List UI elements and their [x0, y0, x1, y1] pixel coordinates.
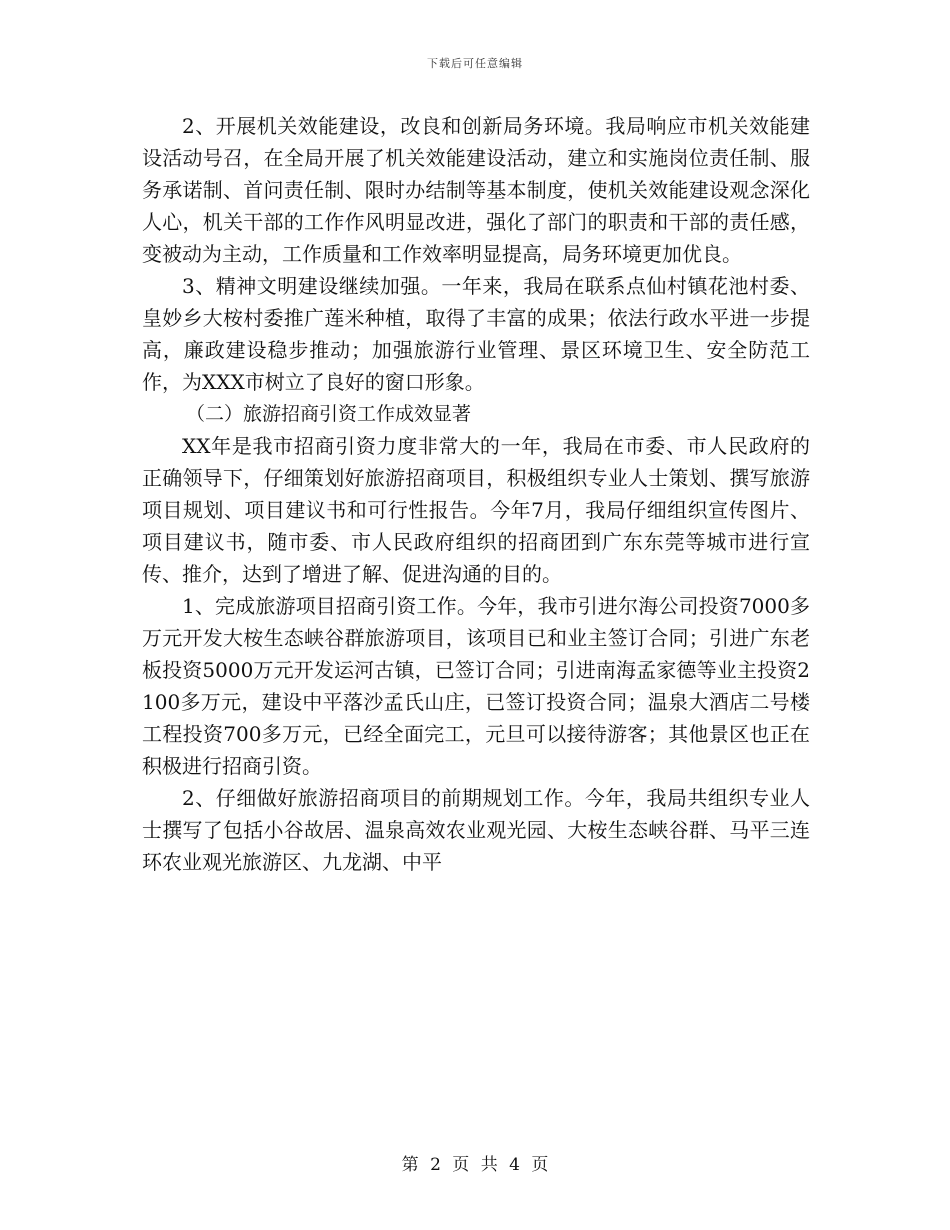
document-body: [142, 110, 810, 878]
page-header: 下载后可任意编辑: [427, 57, 523, 70]
page-number: 第 2 页 共 4 页: [401, 1155, 549, 1175]
paragraph-spiritual-civilization: 3、精神文明建设继续加强。一年来，我局在联系点仙村镇花池村委、皇妙乡大桉村委推广莲米种植，取得了丰富的成果；依法行政水平进一步提高，廉政建设稳步推动；加强旅游行业管理、景区环境卫生、安全防范工作，为XXX市树立了良好的窗口形象。: [142, 274, 810, 394]
paragraph-project-planning: 2、仔细做好旅游招商项目的前期规划工作。今年，我局共组织专业人士撰写了包括小谷故居、温泉高效农业观光园、大桉生态峡谷群、马平三连环农业观光旅游区、九龙湖、中平: [142, 786, 810, 874]
paragraph-investment-projects: 1、完成旅游项目招商引资工作。今年，我市引进尔海公司投资7000多万元开发大桉生态峡谷群旅游项目，该项目已和业主签订合同；引进广东老板投资5000万元开发运河古镇，已签订合同；引进南海孟家德等业主投资2100多万元，建设中平落沙孟氏山庄，已签订投资合同；温泉大酒店二号楼工程投资700多万元，已经全面完工，元旦可以接待游客；其他景区也正在积极进行招商引资。: [142, 594, 810, 778]
section-heading-investment: （二）旅游招商引资工作成效显著: [186, 403, 472, 425]
paragraph-efficiency-building: 2、开展机关效能建设，改良和创新局务环境。我局响应市机关效能建设活动号召，在全局开展了机关效能建设活动，建立和实施岗位责任制、服务承诺制、首问责任制、限时办结制等基本制度，使机关效能建设观念深化人心，机关干部的工作作风明显改进，强化了部门的职责和干部的责任感，变被动为主动，工作质量和工作效率明显提高，局务环境更加优良。: [142, 114, 810, 266]
paragraph-investment-overview: XX年是我市招商引资力度非常大的一年，我局在市委、市人民政府的正确领导下，仔细策划好旅游招商项目，积极组织专业人士策划、撰写旅游项目规划、项目建议书和可行性报告。今年7月，我局仔细组织宣传图片、项目建议书，随市委、市人民政府组织的招商团到广东东莞等城市进行宣传、推介，达到了增进了解、促进沟通的目的。: [142, 434, 810, 586]
